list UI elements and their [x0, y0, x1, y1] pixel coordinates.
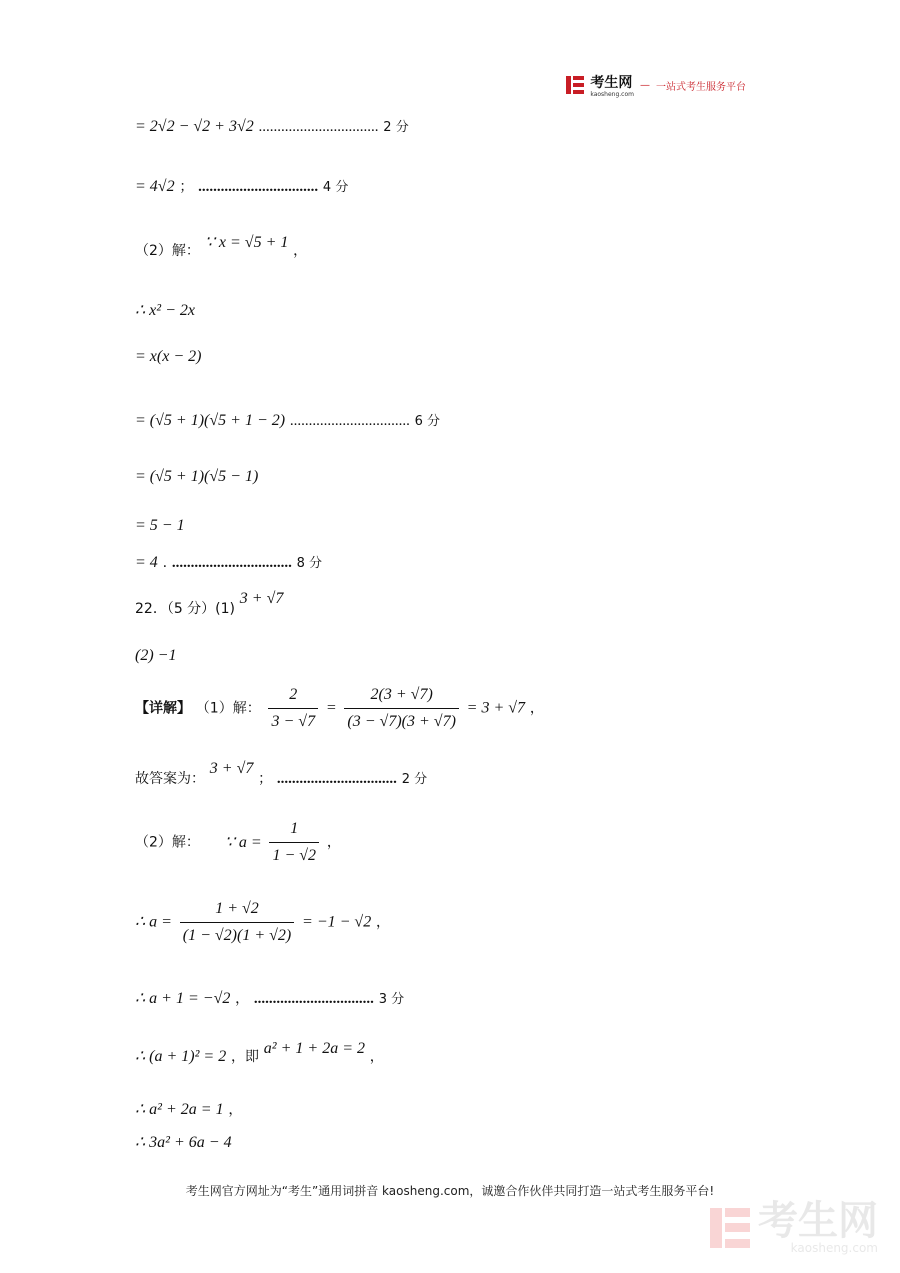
separator: ； [258, 771, 273, 787]
detail-solution-line [135, 684, 544, 733]
solution-line-16 [135, 988, 404, 1010]
separator: ； [179, 179, 194, 195]
denominator: 1 − √2 [272, 847, 317, 864]
separator: ， [326, 834, 341, 851]
score-mark: 4 分 [322, 180, 349, 195]
numerator: 2 [268, 684, 318, 709]
solution-line-7 [135, 466, 258, 487]
math-expression-2: a² + 1 + 2a = 2 [263, 1040, 365, 1057]
separator: ， [228, 1102, 243, 1118]
math-expression: ∵ a = [224, 833, 262, 851]
denominator: (1 − √2)(1 + √2) [182, 927, 292, 944]
math-expression: = 3 + √7 [466, 699, 526, 717]
numerator: 2(3 + √7) [344, 684, 458, 709]
score-mark: 6 分 [414, 414, 441, 429]
question-22-answer [135, 590, 284, 619]
logo-dash: — [640, 79, 650, 91]
solution-line-9 [135, 552, 322, 574]
separator: ， [235, 991, 250, 1007]
leader-dots: ................................ [253, 991, 374, 1007]
page-footer: 考生网官方网址为“考生”通用词拼音 kaosheng.com，诚邀合作伙伴共同打造一站式考生服务平台! [185, 1184, 715, 1198]
logo-slogan: 一站式考生服务平台 [656, 81, 746, 93]
logo-domain: kaosheng.com [590, 91, 634, 98]
solution-line-11 [135, 645, 176, 666]
solution-line-3 [135, 234, 308, 261]
fraction [269, 818, 319, 867]
solution-line-17 [135, 1040, 384, 1067]
leader-dots: ................................ [289, 413, 410, 429]
numerator: 1 [269, 818, 319, 843]
separator-2: ， [369, 1049, 384, 1065]
math-expression: (2) −1 [135, 647, 177, 664]
score-mark: 3 分 [378, 992, 405, 1007]
watermark-logo-icon [710, 1208, 750, 1248]
watermark-wordmark [758, 1198, 878, 1255]
math-expression: = 5 − 1 [135, 517, 185, 534]
part-label: （2）解： [135, 243, 200, 259]
watermark-domain: kaosheng.com [790, 1241, 878, 1255]
separator: ， [375, 914, 390, 931]
denominator: 3 − √7 [271, 713, 316, 730]
solution-line-5 [135, 346, 201, 367]
solution-line-8 [135, 515, 185, 536]
math-expression-result: = −1 − √2 [302, 913, 372, 931]
math-expression: = (√5 + 1)(√5 − 1) [135, 468, 259, 485]
solution-line-4 [135, 300, 195, 321]
separator: ， [293, 243, 308, 259]
watermark-brand: 考生网 [758, 1198, 878, 1244]
solution-line-19 [135, 1132, 232, 1153]
math-expression: ∴ x² − 2x [135, 302, 195, 319]
watermark [710, 1198, 878, 1255]
question-label: 22．（5 分）(1) [135, 601, 236, 617]
solution-line-18 [135, 1099, 242, 1120]
solution-line-15 [135, 898, 390, 947]
math-expression: = x(x − 2) [135, 348, 202, 365]
answer-line [135, 760, 428, 790]
header-logo [566, 72, 746, 98]
answer-label: 故答案为： [135, 771, 205, 787]
math-expression: = (√5 + 1)(√5 + 1 − 2) [135, 412, 286, 429]
score-mark: 8 分 [296, 556, 322, 571]
math-expression: ∴ 3a² + 6a − 4 [135, 1134, 232, 1151]
solution-line-1 [135, 116, 409, 138]
score-mark: 2 分 [401, 772, 428, 787]
logo-brand: 考生网 [590, 75, 633, 91]
solution-line-14 [135, 818, 341, 867]
math-expression: ∴ a² + 2a = 1 [135, 1101, 224, 1118]
separator: . [162, 555, 168, 571]
part-label: （2）解： [135, 834, 200, 851]
leader-dots: ................................ [198, 179, 319, 195]
solution-line-2 [135, 176, 348, 198]
math-expression: ∴ a = [135, 913, 172, 931]
math-expression: = 2√2 − √2 + 3√2 [135, 118, 254, 135]
math-expression: ∴ (a + 1)² = 2 [135, 1048, 227, 1065]
detail-heading: 【详解】 [135, 700, 191, 717]
leader-dots: ................................ [171, 555, 292, 571]
math-expression: ∵ x = √5 + 1 [204, 234, 289, 251]
math-expression: = 4√2 [135, 178, 175, 195]
denominator: (3 − √7)(3 + √7) [347, 713, 456, 730]
logo-wordmark [590, 72, 634, 98]
equals-sign: = [325, 699, 337, 717]
leader-dots: ................................ [276, 771, 397, 787]
math-expression: ∴ a + 1 = −√2 [135, 990, 231, 1007]
fraction [180, 898, 294, 947]
math-expression: 3 + √7 [209, 760, 254, 777]
separator: ，即 [231, 1049, 260, 1065]
score-mark: 2 分 [383, 120, 409, 135]
numerator: 1 + √2 [180, 898, 294, 923]
fraction [268, 684, 318, 733]
part-label: （1）解： [195, 700, 261, 717]
kaosheng-logo-icon [566, 76, 584, 94]
solution-line-6 [135, 410, 440, 432]
separator: ， [529, 700, 544, 717]
fraction [344, 684, 458, 733]
math-expression: = 4 [135, 554, 158, 571]
math-expression: 3 + √7 [239, 590, 284, 607]
leader-dots: ................................ [258, 119, 379, 135]
